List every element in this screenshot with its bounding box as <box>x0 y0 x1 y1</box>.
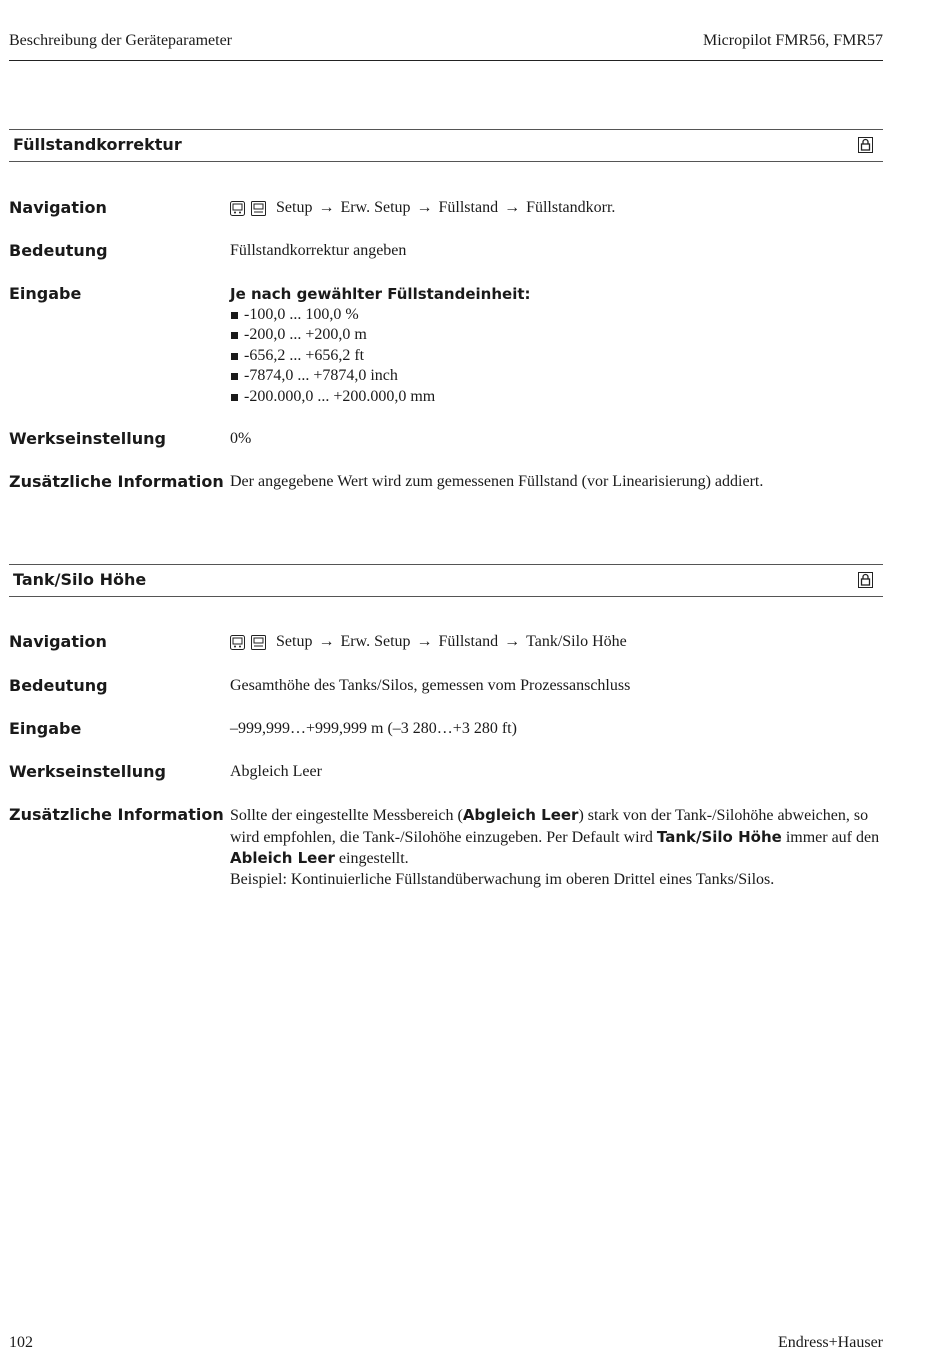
page-footer <box>9 1334 883 1356</box>
navigation-path <box>230 198 885 219</box>
lock-icon <box>858 572 873 588</box>
nav-step[interactable]: Füllstand <box>438 633 499 650</box>
page-number: 102 <box>9 1334 33 1351</box>
label-meaning: Bedeutung <box>9 241 108 260</box>
operating-tool-icon <box>251 635 266 650</box>
info-text: ) stark von der Tank-/Silohöhe abweichen, so wird empfohlen, die Tank-/Silohöhe einzugeben. Per Default wird <box>230 807 869 846</box>
arrow-icon: → <box>504 199 521 216</box>
label-navigation: Navigation <box>9 198 107 217</box>
info-text: eingestellt. <box>334 850 409 867</box>
label-input: Eingabe <box>9 284 82 303</box>
arrow-icon: → <box>504 633 521 650</box>
arrow-icon: → <box>416 199 433 216</box>
input-heading: Je nach gewählter Füllstandeinheit: <box>230 285 531 303</box>
nav-step[interactable]: Setup <box>276 199 313 216</box>
input-values <box>230 284 885 407</box>
list-item: -200.000,0 ... +200.000,0 mm <box>230 387 885 408</box>
default-value: Abgleich Leer <box>230 763 322 780</box>
arrow-icon: → <box>416 633 433 650</box>
label-input: Eingabe <box>9 719 82 738</box>
param-ref-tank-silo-hoehe: Tank/Silo Höhe <box>656 827 782 846</box>
list-item: -7874,0 ... +7874,0 inch <box>230 366 885 387</box>
input-range: –999,999…+999,999 m (–3 280…+3 280 ft) <box>230 720 517 737</box>
list-item: -656,2 ... +656,2 ft <box>230 346 885 367</box>
list-item: -200,0 ... +200,0 m <box>230 325 885 346</box>
header-device-name: Micropilot FMR56, FMR57 <box>702 32 883 49</box>
info-paragraph <box>230 805 885 870</box>
label-default: Werkseinstellung <box>9 429 166 448</box>
additional-info-text <box>230 805 885 890</box>
label-navigation: Navigation <box>9 632 107 651</box>
section-title: Tank/Silo Höhe <box>13 570 147 589</box>
info-text: Sollte der eingestellte Messbereich ( <box>230 807 463 824</box>
nav-step[interactable]: Erw. Setup <box>340 633 411 650</box>
header-section-title: Beschreibung der Geräteparameter <box>9 32 232 49</box>
label-meaning: Bedeutung <box>9 676 108 695</box>
nav-step[interactable]: Füllstandkorr. <box>526 199 616 216</box>
page-header <box>9 32 883 61</box>
display-icon <box>230 635 245 650</box>
nav-step[interactable]: Tank/Silo Höhe <box>526 633 627 650</box>
operating-tool-icon <box>251 201 266 216</box>
display-icon <box>230 201 245 216</box>
arrow-icon: → <box>318 199 335 216</box>
nav-step[interactable]: Erw. Setup <box>340 199 411 216</box>
info-text: immer auf den <box>781 828 880 846</box>
additional-info-text: Der angegebene Wert wird zum gemessenen Füllstand (vor Linearisierung) addiert. <box>230 473 764 490</box>
label-additional-info: Zusätzliche Information <box>9 805 224 824</box>
meaning-text: Füllstandkorrektur angeben <box>230 242 407 259</box>
meaning-text: Gesamthöhe des Tanks/Silos, gemessen vom Prozessanschluss <box>230 677 631 694</box>
param-ref-abgleich-leer: Abgleich Leer <box>462 806 579 824</box>
section-header-fuellstandkorrektur <box>9 129 883 162</box>
label-default: Werkseinstellung <box>9 762 166 781</box>
label-additional-info: Zusätzliche Information <box>9 472 224 491</box>
nav-step[interactable]: Setup <box>276 633 313 650</box>
brand-name: Endress+Hauser <box>778 1334 883 1351</box>
param-ref-ableich-leer: Ableich Leer <box>230 849 335 867</box>
lock-icon <box>858 137 873 153</box>
info-example: Beispiel: Kontinuierliche Füllstandüberwachung im oberen Drittel eines Tanks/Silos. <box>230 870 775 888</box>
section-header-tank-silo-hoehe <box>9 564 883 597</box>
arrow-icon: → <box>318 633 335 650</box>
default-value: 0% <box>230 430 252 447</box>
nav-step[interactable]: Füllstand <box>438 199 499 216</box>
list-item: -100,0 ... 100,0 % <box>230 305 885 326</box>
input-range-list <box>230 305 885 408</box>
section-title: Füllstandkorrektur <box>13 135 182 154</box>
navigation-path <box>230 632 885 653</box>
